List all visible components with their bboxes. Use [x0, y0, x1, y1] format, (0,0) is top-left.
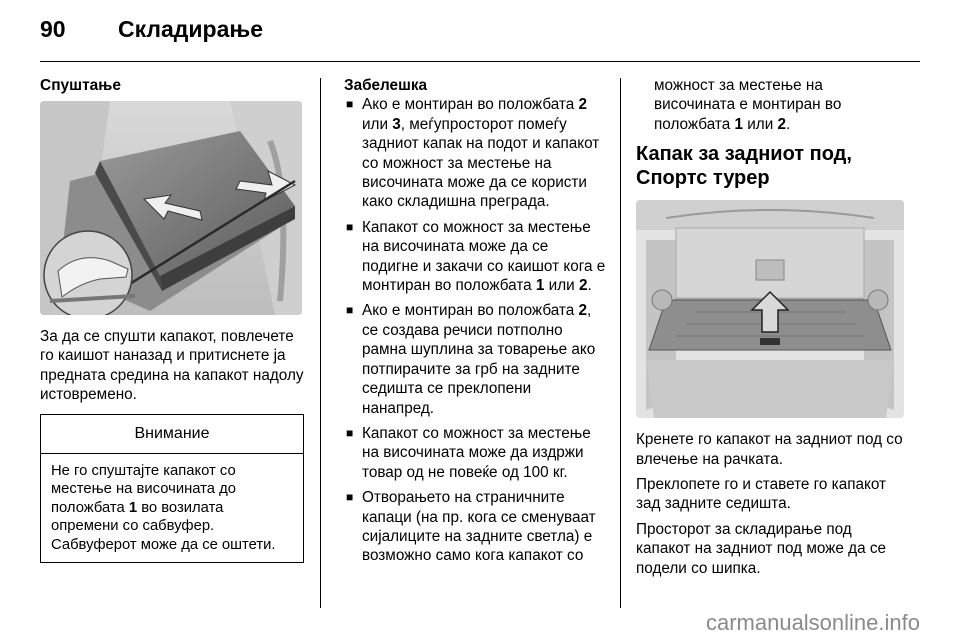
lift-instruction: Кренете го капакот на задниот под со влечење на рачката. [636, 431, 903, 468]
section-heading: Капак за задниот под, Спортс турер [636, 143, 852, 190]
list-item: ■ Ако е монтиран во положбата 2 или 3, меѓупросторот помеѓу задниот капак на подот и капакот со можност за местење на височината може да се користи како складишна преграда. [346, 96, 600, 211]
warning-title: Внимание [41, 415, 303, 454]
list-item: ■ Капакот со можност за местење на височината може да се подигне и закачи со каишот кога е монтиран во положбата 1 или 2. [346, 218, 606, 295]
header-rule [40, 61, 920, 62]
warning-text: Не го спуштајте капакот со местење на височината до положбата 1 во возилата опремени со сабвуфер. Сабвуферот може да се оштети. [51, 462, 276, 553]
bullet-icon: ■ [346, 219, 354, 234]
note-title: Забелешка [344, 77, 427, 94]
page-number: 90 [40, 16, 66, 42]
list-item: ■ Ако е монтиран во положбата 2, се создава речиси потполно рамна шуплина за товарење ако потпирачите за грб на задните седишта се преклопени нанапред. [346, 302, 596, 417]
column-divider-1 [320, 78, 321, 608]
list-item: ■ Отворањето на страничните капаци (на пр. кога се сменуваат сијалиците на задните светла) е возможно само кога капакот со [346, 489, 596, 565]
illustration-trunk [636, 200, 904, 418]
lowering-instructions: За да се спушти капакот, повлечете го каишот наназад и притиснете ја предната средина на капакот надолу истовремено. [40, 328, 304, 404]
fold-instruction: Преклопете го и ставете го капакот зад задните седишта. [636, 476, 887, 513]
bullet-icon: ■ [346, 490, 354, 505]
list-item: ■ Капакот со можност за местење на височината може да издржи товар од не повеќе од 100 кг. [346, 424, 591, 481]
warning-box [40, 414, 304, 563]
column-1 [40, 76, 304, 563]
section-title: Спуштање [40, 77, 121, 94]
column-3 [636, 76, 904, 584]
storage-info: Просторот за складирање под капакот на задниот под може да се подели со шипка. [636, 520, 887, 577]
watermark-text: carmanualsonline.info [705, 610, 920, 635]
figure-lowering-cover [40, 101, 302, 315]
bullet-icon: ■ [346, 97, 354, 112]
note-continuation: можност за местење на височината е монтиран во положбата 1 или 2. [654, 77, 842, 133]
illustration-lowering [40, 101, 302, 315]
chapter-title: Складирање [118, 16, 264, 42]
page-header [0, 0, 960, 62]
note-list [344, 95, 606, 565]
column-divider-2 [620, 78, 621, 608]
column-2 [344, 76, 606, 572]
figure-rear-floor-cover [636, 200, 904, 418]
bullet-icon: ■ [346, 303, 354, 318]
bullet-icon: ■ [346, 425, 354, 440]
